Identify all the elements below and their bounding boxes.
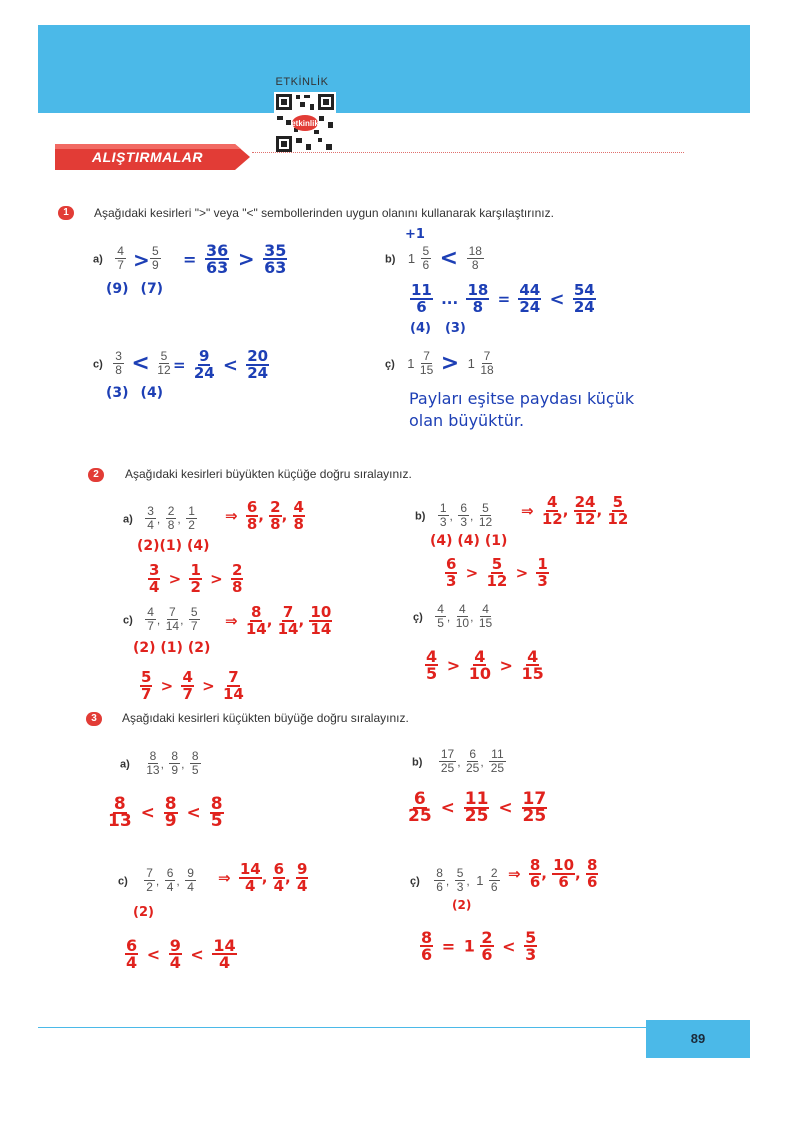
q3b-frac-1: $\frac{17}{25}$ [440,747,455,775]
q1c-frac-1: $\frac{3}{8}$ [115,349,122,377]
q3c-frac-1: $\frac{7}{2}$ [146,866,153,894]
q2cc-printed: ç) $\frac{4}{5}$ , $\frac{4}{10}$ , $\frac{4}{15}$ [413,602,493,630]
q2b-frac-3: $\frac{5}{12}$ [478,501,493,529]
q3b-frac-3: $\frac{11}{25}$ [490,747,505,775]
qr-badge-text: etkinlik [291,119,319,128]
q1a-printed-2 [150,245,161,272]
q2a-handwritten: ⇒ $\frac{6}{8}$ , $\frac{2}{8}$ , $\frac{4}{8}$ [225,498,304,533]
q1a-op: > [133,248,150,272]
q3cc-frac-2: $\frac{5}{3}$ [456,866,464,894]
qr-code[interactable] [274,92,336,154]
q3cc-label: ç) [410,875,420,888]
q2c-label: c) [123,614,133,627]
q2c-handwritten: ⇒ $\frac{8}{14}$ , $\frac{7}{14}$ , $\frac{10}{14}$ [225,603,332,638]
q3cc-multipliers: (2) [452,898,472,912]
header-band [38,25,750,113]
q1c-op: < [131,351,150,376]
question-2-text: Aşağıdaki kesirleri büyükten küçüğe doğru sıralayınız. [125,467,412,481]
q3a-frac-2: $\frac{8}{9}$ [171,749,179,777]
qr-code-icon [274,92,336,154]
q1c-label: c) [93,358,103,371]
question-3-number: 3 [86,712,102,726]
q3b-label: b) [412,756,423,769]
q1c-frac-2: $\frac{5}{12}$ [157,349,171,377]
q3c-order: $\frac{6}{4}$ < $\frac{9}{4}$ < $\frac{14}{4}$ [126,936,236,972]
q2c-printed: c) $\frac{4}{7}$ , $\frac{7}{14}$ , $\frac{5}{7}$ [123,605,198,633]
q1cc-printed [385,350,494,377]
question-2-number: 2 [88,468,104,482]
q1cc-whole-1: 1 [407,356,415,371]
q2a-printed: a) $\frac{3}{4}$ , $\frac{2}{8}$ , $\frac{1}{2}$ [123,504,195,532]
q2b-handwritten: ⇒ $\frac{4}{12}$ , $\frac{24}{12}$ , $\frac{5}{12}$ [521,493,629,528]
q2a-multipliers: (2)(1) (4) [137,538,210,554]
q1b-frac-1: $\frac{5}{6}$ [422,244,430,272]
etkinlik-label: ETKİNLİK [275,76,329,88]
q1b-multipliers: (4) (3) [410,321,466,336]
q2cc-label: ç) [413,611,423,624]
q1b-handwritten: $\frac{11}{6}$ ... $\frac{18}{8}$ = $\frac{44}{24}$ < $\frac{54}{24}$ [411,281,595,316]
q2a-frac-2: $\frac{2}{8}$ [167,504,175,532]
q2a-frac-3: $\frac{1}{2}$ [188,504,195,532]
q2b-label: b) [415,510,426,523]
q1a-handwritten: = $\frac{36}{63}$ > $\frac{35}{63}$ [183,241,287,277]
q1c-handwritten: = $\frac{9}{24}$ < $\frac{20}{24}$ [173,347,269,382]
q1a-multipliers: (9) (7) [106,281,164,297]
q1cc-frac-2: $\frac{7}{18}$ [480,349,494,377]
q2cc-frac-1: $\frac{4}{5}$ [437,602,444,630]
q2b-frac-2: $\frac{6}{3}$ [460,501,468,529]
q1cc-whole-2: 1 [467,356,475,371]
q1a-printed [93,245,126,272]
q3a-frac-3: $\frac{8}{5}$ [191,749,199,777]
q1a-frac-1: $\frac{4}{7}$ [117,244,124,272]
q3a-printed: a) $\frac{8}{13}$ , $\frac{8}{9}$ , $\frac{8}{5}$ [120,749,199,777]
q3cc-order: $\frac{8}{6}$ = 1 $\frac{2}{6}$ < $\frac{5}{3}$ [421,928,537,964]
q2c-frac-1: $\frac{4}{7}$ [147,605,154,633]
q2b-multipliers: (4) (4) (1) [430,533,508,549]
q3cc-printed: ç) $\frac{8}{6}$ , $\frac{5}{3}$ , 1 $\frac{2}{6}$ [410,866,498,894]
q1cc-frac-1: $\frac{7}{15}$ [419,349,434,377]
q3a-label: a) [120,758,130,771]
q2a-label: a) [123,513,133,526]
q3c-multipliers: (2) [133,905,154,920]
q1b-whole: 1 [407,251,416,266]
q1cc-note-line-2: olan büyüktür. [409,411,525,430]
q2b-order: $\frac{6}{3}$ > $\frac{5}{12}$ > $\frac{1}{3}$ [446,555,548,590]
q3a-frac-1: $\frac{8}{13}$ [146,749,160,777]
q1b-label: b) [385,253,396,266]
question-1-text: Aşağıdaki kesirleri ">" veya "<" sembollerinden uygun olanını kullanarak karşılaştırınız. [94,206,554,220]
q2b-frac-1: $\frac{1}{3}$ [439,501,447,529]
q2a-order: $\frac{3}{4}$ > $\frac{1}{2}$ > $\frac{2}{8}$ [149,561,243,596]
q1b-frac-2: $\frac{18}{8}$ [468,244,482,272]
q1a-label: a) [93,253,103,266]
q3a-order: $\frac{8}{13}$ < $\frac{8}{9}$ < $\frac{8}{5}$ [108,794,223,831]
q3c-label: c) [118,875,128,888]
q2a-frac-1: $\frac{3}{4}$ [147,504,154,532]
q2c-multipliers: (2) (1) (2) [133,640,211,656]
footer-line [38,1027,646,1028]
q2cc-frac-3: $\frac{4}{15}$ [478,602,493,630]
q3c-frac-3: $\frac{9}{4}$ [187,866,194,894]
q3c-frac-2: $\frac{6}{4}$ [166,866,174,894]
q3c-handwritten: ⇒ $\frac{14}{4}$ , $\frac{6}{4}$ , $\frac{9}{4}$ [218,860,308,895]
q2cc-frac-2: $\frac{4}{10}$ [455,602,470,630]
q1cc-label: ç) [385,358,395,371]
question-1-number: 1 [58,206,74,220]
section-title: ALIŞTIRMALAR [92,149,203,165]
q1b-op: < [439,246,459,271]
q1c-printed [93,350,171,377]
q2c-order: $\frac{5}{7}$ > $\frac{4}{7}$ > $\frac{7}{14}$ [141,668,244,703]
q1b-scratch: +1 [405,227,425,242]
q1cc-op: > [440,351,460,376]
q3cc-whole: 1 [476,873,484,888]
q3cc-frac-3: $\frac{2}{6}$ [490,866,498,894]
q1cc-note-line-1: Payları eşitse paydası küçük [409,389,635,408]
q3c-printed: c) $\frac{7}{2}$ , $\frac{6}{4}$ , $\frac{9}{4}$ [118,866,194,894]
q1b-printed [385,245,484,272]
q1cc-note [409,388,634,432]
q3b-order: $\frac{6}{25}$ < $\frac{11}{25}$ < $\frac{17}{25}$ [408,789,547,826]
q2cc-order: $\frac{4}{5}$ > $\frac{4}{10}$ > $\frac{4}{15}$ [426,647,544,683]
q2b-printed: b) $\frac{1}{3}$ , $\frac{6}{3}$ , $\frac{5}{12}$ [415,501,493,529]
banner-dotted-line [252,152,684,153]
q2c-frac-2: $\frac{7}{14}$ [165,605,180,633]
q3cc-handwritten: ⇒ $\frac{8}{6}$ , $\frac{10}{6}$ , $\frac{8}{6}$ [508,856,598,891]
page-number: 89 [646,1020,750,1058]
q1a-frac-2: $\frac{5}{9}$ [152,244,159,272]
question-3-text: Aşağıdaki kesirleri küçükten büyüğe doğru sıralayınız. [122,711,409,725]
q3b-frac-2: $\frac{6}{25}$ [466,747,480,775]
q2c-frac-3: $\frac{5}{7}$ [190,605,198,633]
q3b-printed: b) $\frac{17}{25}$ , $\frac{6}{25}$ , $\frac{11}{25}$ [412,747,505,775]
q3cc-frac-1: $\frac{8}{6}$ [436,866,443,894]
q1c-multipliers: (3) (4) [106,385,164,401]
